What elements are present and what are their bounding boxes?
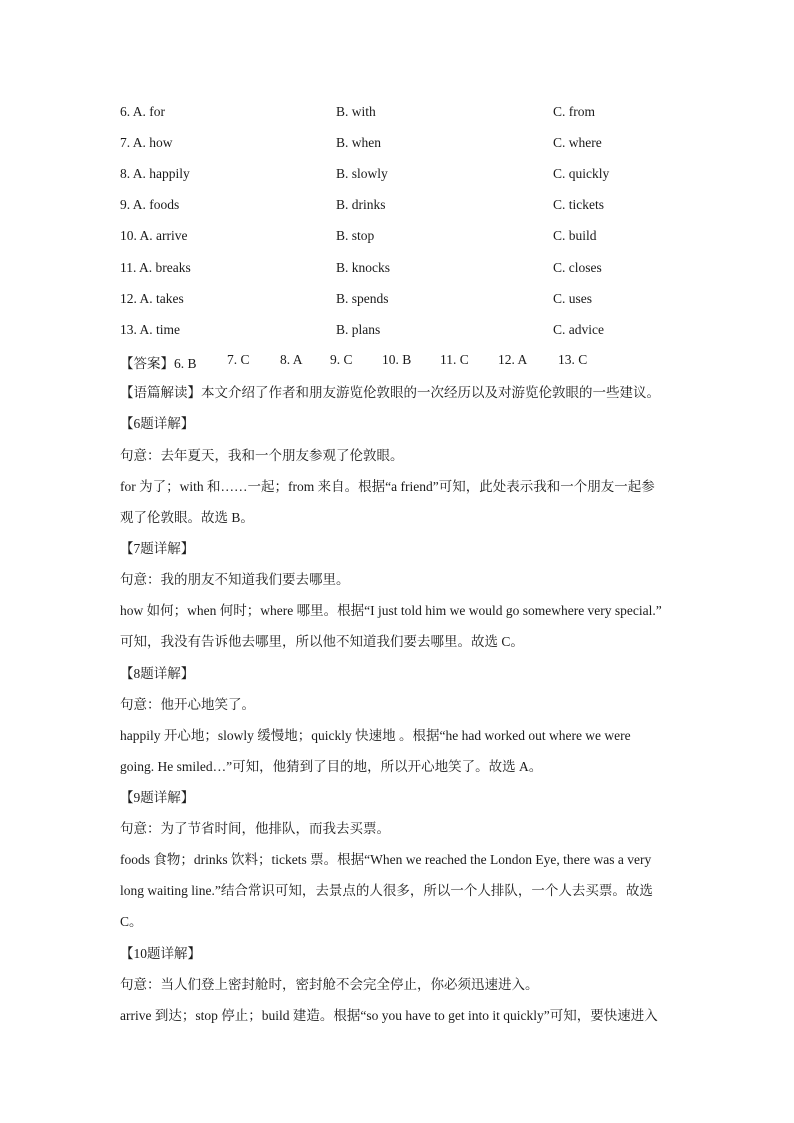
- option-row-10: [120, 228, 680, 248]
- answer-item: 9. C: [330, 352, 353, 367]
- option-a: 6. A. for: [120, 104, 165, 119]
- option-b: B. stop: [336, 228, 375, 243]
- explanation-line: going. He smiled…”可知，他猜到了目的地，所以开心地笑了。故选 A。: [120, 759, 543, 774]
- option-row-13: [120, 322, 680, 342]
- option-a: 10. A. arrive: [120, 228, 188, 243]
- explanation-line: arrive 到达；stop 停止；build 建造。根据“so you have to get into it quickly”可知，要快速进入: [120, 1008, 658, 1023]
- option-a: 9. A. foods: [120, 197, 180, 212]
- answer-item: 13. C: [558, 352, 588, 367]
- option-c: C. advice: [553, 322, 604, 337]
- section-heading-6: 【6题详解】: [120, 416, 195, 431]
- option-c: C. tickets: [553, 197, 604, 212]
- option-row-7: [120, 135, 680, 155]
- option-c: C. quickly: [553, 166, 610, 181]
- explanation-line: for 为了；with 和……一起；from 来自。根据“a friend”可知，此处表示我和一个朋友一起参: [120, 479, 655, 494]
- option-b: B. with: [336, 104, 376, 119]
- option-row-12: [120, 291, 680, 311]
- option-c: C. closes: [553, 260, 602, 275]
- option-b: B. drinks: [336, 197, 386, 212]
- explanation-line: happily 开心地；slowly 缓慢地；quickly 快速地 。根据“he had worked out where we were: [120, 728, 631, 743]
- option-c: C. from: [553, 104, 595, 119]
- passage-summary: 【语篇解读】本文介绍了作者和朋友游览伦敦眼的一次经历以及对游览伦敦眼的一些建议。: [120, 385, 660, 400]
- option-b: B. when: [336, 135, 381, 150]
- section-heading-8: 【8题详解】: [120, 666, 195, 681]
- option-row-6: [120, 104, 680, 124]
- explanation-line: 句意：去年夏天，我和一个朋友参观了伦敦眼。: [120, 448, 404, 463]
- answer-item: 10. B: [382, 352, 412, 367]
- option-row-11: [120, 260, 680, 280]
- option-c: C. build: [553, 228, 597, 243]
- option-row-8: [120, 166, 680, 186]
- answer-item: 12. A: [498, 352, 528, 367]
- explanation-line: 观了伦敦眼。故选 B。: [120, 510, 254, 525]
- explanation-line: C。: [120, 914, 143, 929]
- explanation-line: 可知，我没有告诉他去哪里，所以他不知道我们要去哪里。故选 C。: [120, 634, 524, 649]
- option-a: 13. A. time: [120, 322, 180, 337]
- answer-item: 8. A: [280, 352, 303, 367]
- answer-item: 7. C: [227, 352, 250, 367]
- option-a: 11. A. breaks: [120, 260, 191, 275]
- explanation-line: foods 食物；drinks 饮料；tickets 票。根据“When we reached the London Eye, there was a very: [120, 852, 652, 867]
- explanation-line: 句意：我的朋友不知道我们要去哪里。: [120, 572, 350, 587]
- option-a: 8. A. happily: [120, 166, 190, 181]
- answer-item: 11. C: [440, 352, 469, 367]
- option-c: C. where: [553, 135, 602, 150]
- option-row-9: [120, 197, 680, 217]
- section-heading-7: 【7题详解】: [120, 541, 195, 556]
- answer-label: 【答案】6. B: [120, 356, 197, 371]
- option-b: B. slowly: [336, 166, 388, 181]
- explanation-line: long waiting line.”结合常识可知，去景点的人很多，所以一个人排队，一个人去买票。故选: [120, 883, 653, 898]
- option-b: B. spends: [336, 291, 389, 306]
- section-heading-9: 【9题详解】: [120, 790, 195, 805]
- explanation-line: 句意：他开心地笑了。: [120, 697, 255, 712]
- option-a: 12. A. takes: [120, 291, 184, 306]
- explanation-line: 句意：当人们登上密封舱时，密封舱不会完全停止，你必须迅速进入。: [120, 977, 539, 992]
- explanation-line: 句意：为了节省时间，他排队，而我去买票。: [120, 821, 390, 836]
- option-c: C. uses: [553, 291, 593, 306]
- explanation-line: how 如何；when 何时；where 哪里。根据“I just told him we would go somewhere very special.”: [120, 603, 662, 618]
- option-b: B. knocks: [336, 260, 390, 275]
- option-a: 7. A. how: [120, 135, 173, 150]
- section-heading-10: 【10题详解】: [120, 946, 201, 961]
- option-b: B. plans: [336, 322, 381, 337]
